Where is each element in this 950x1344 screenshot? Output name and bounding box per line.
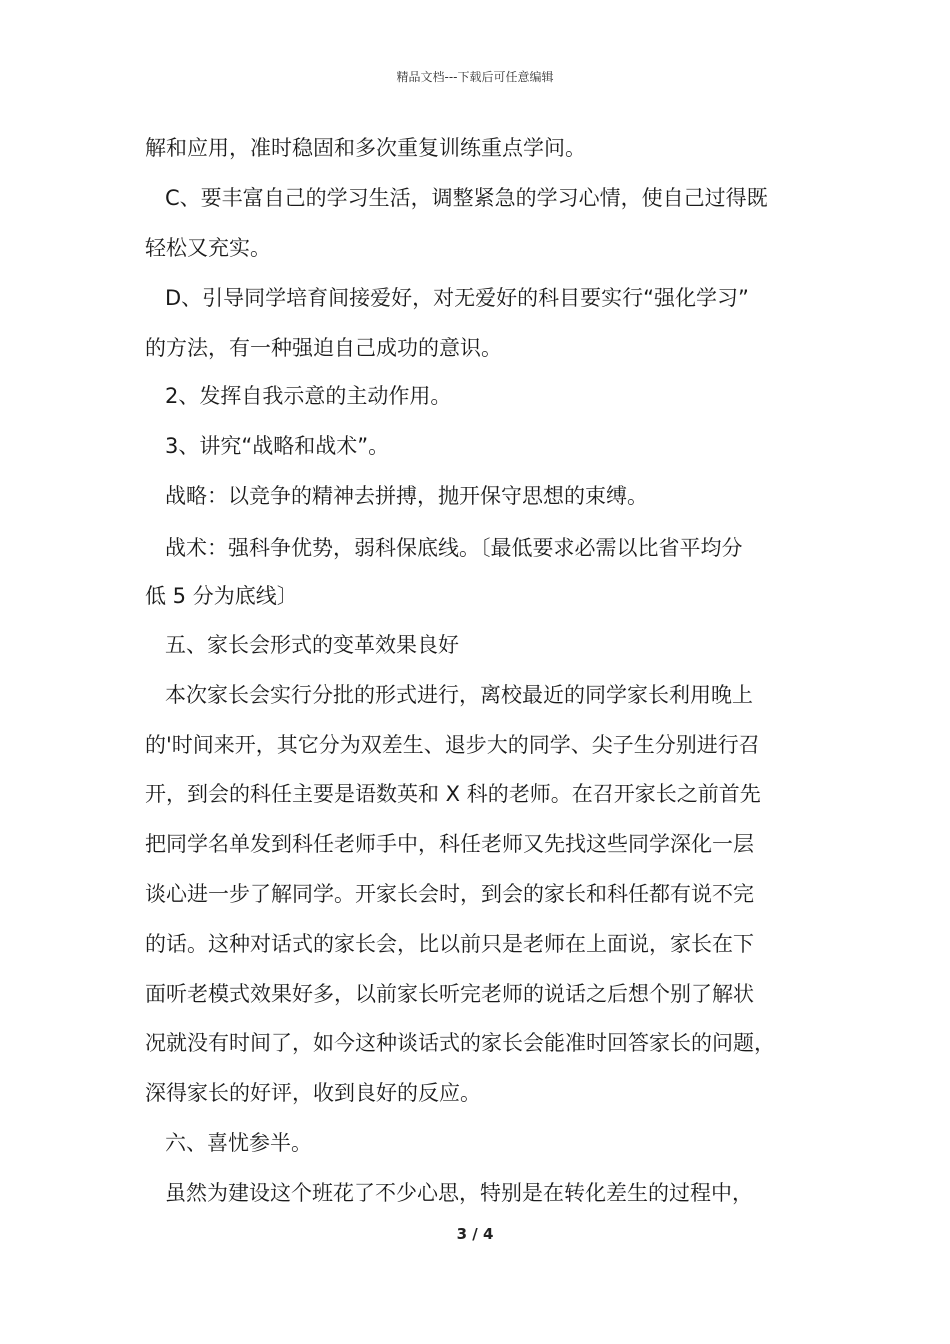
body-line: 虽然为建设这个班花了不少心思，特别是在转化差生的过程中，: [165, 1181, 753, 1205]
body-line: 把同学名单发到科任老师手中，科任老师又先找这些同学深化一层: [145, 832, 754, 856]
body-line: D、引导同学培育间接爱好，对无爱好的科目要实行“强化学习”: [165, 286, 749, 310]
body-line: 开，到会的科任主要是语数英和 X 科的老师。在召开家长之前首先: [145, 782, 761, 806]
body-line: 深得家长的好评，收到良好的反应。: [145, 1081, 481, 1105]
body-line: 况就没有时间了，如今这种谈话式的家长会能准时回答家长的问题，: [145, 1031, 775, 1055]
body-line: 战略：以竞争的精神去拼搏，抛开保守思想的束缚。: [165, 484, 648, 508]
body-line: 的方法，有一种强迫自己成功的意识。: [145, 336, 502, 360]
body-line: 2、发挥自我示意的主动作用。: [165, 384, 452, 408]
body-line: 轻松又充实。: [145, 236, 271, 260]
body-line: 3、讲究“战略和战术”。: [165, 434, 390, 458]
body-line: 低 5 分为底线〕: [145, 584, 298, 608]
body-line: 战术：强科争优势，弱科保底线。〔最低要求必需以比省平均分: [165, 536, 743, 560]
body-line: 谈心进一步了解同学。开家长会时，到会的家长和科任都有说不完: [145, 882, 754, 906]
body-line: C、要丰富自己的学习生活，调整紧急的学习心情，使自己过得既: [165, 186, 768, 210]
body-line: 解和应用，准时稳固和多次重复训练重点学问。: [145, 136, 586, 160]
body-line: 的话。这种对话式的家长会，比以前只是老师在上面说，家长在下: [145, 932, 754, 956]
section-heading: 五、家长会形式的变革效果良好: [165, 633, 459, 657]
body-line: 本次家长会实行分批的形式进行，离校最近的同学家长利用晚上: [165, 683, 753, 707]
page-header: 精品文档---下载后可任意编辑: [396, 70, 554, 84]
section-heading: 六、喜忧参半。: [165, 1131, 312, 1155]
page-number: 3 / 4: [456, 1225, 494, 1243]
body-line: 的'时间来开，其它分为双差生、退步大的同学、尖子生分别进行召: [145, 733, 760, 757]
body-line: 面听老模式效果好多，以前家长听完老师的说话之后想个别了解状: [145, 982, 754, 1006]
